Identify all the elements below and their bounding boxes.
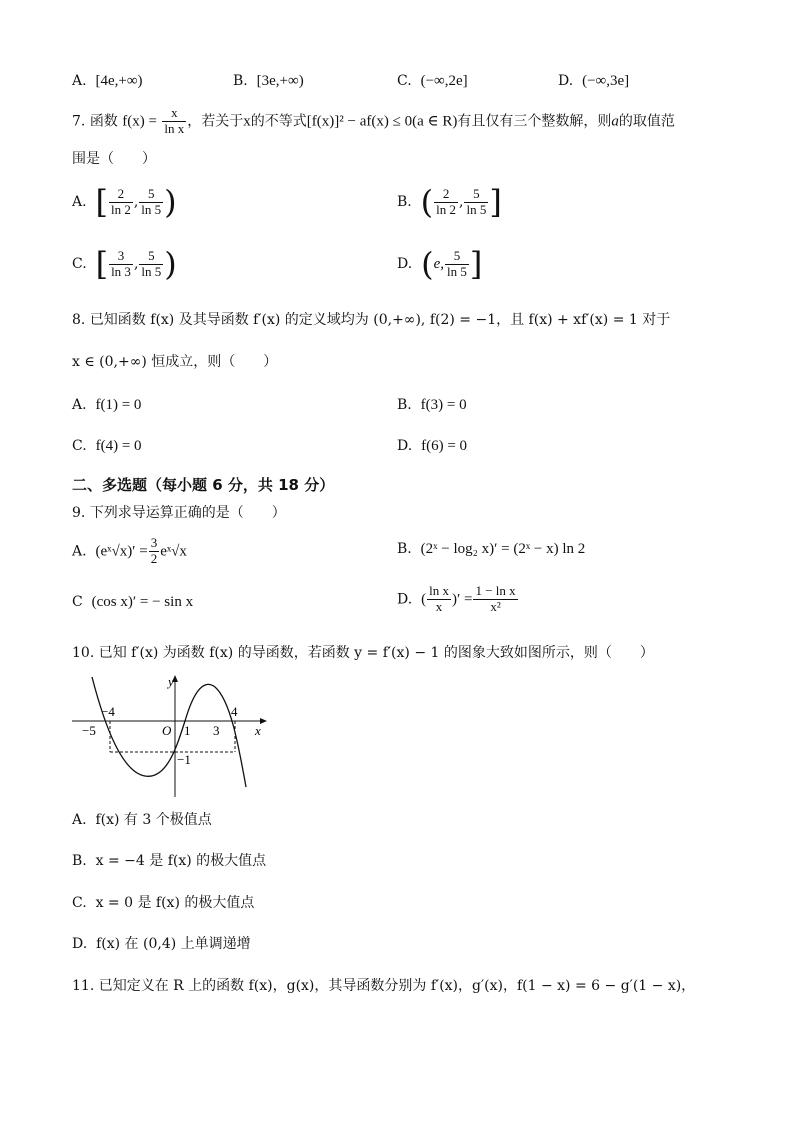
q6-option-b: B. [3e,+∞) xyxy=(233,73,304,89)
q7-stem-line2: 围是（ ） xyxy=(72,151,156,167)
q7-stem-line1: 7. 函数 f(x) = $\frac{x}{\text{ln x}}$ ，若关于x的不等式[f(x)]² − af(x) ≤ 0(a ∈ R)有且仅有三个整数解，则a的取值范 xyxy=(72,105,675,136)
label-4: 4 xyxy=(231,704,238,719)
q8-option-a: A. f(1) = 0 xyxy=(72,397,142,413)
q9-option-c: C (cos x)′ = − sin x xyxy=(72,594,194,610)
q10-stem: 10. 已知 f′(x) 为函数 f(x) 的导函数，若函数 y = f′(x) − 1 的图象大致如图所示，则（ ） xyxy=(72,645,654,661)
q8-option-b: B. f(3) = 0 xyxy=(397,397,467,413)
q7-option-b: B. ( $\frac{2}{\ln 2}$ , $\frac{5}{\ln 5}$ ] xyxy=(397,183,502,221)
q10-graph xyxy=(70,672,270,802)
q9-option-d: D. ( $\frac{\text{ln x}}{x}$ )′ = $\frac{\text{1 − ln x}}{\text{x²}}$ xyxy=(397,583,516,614)
q8-option-d: D. f(6) = 0 xyxy=(397,438,468,454)
q6-option-d-value: (−∞,3e] xyxy=(582,73,630,89)
q7-option-d: D. (e, $\frac{5}{\ln 5}$ ] xyxy=(397,245,483,283)
label-3: 3 xyxy=(213,723,220,738)
q6-option-b-value: [3e,+∞) xyxy=(256,73,304,89)
label-minus1: −1 xyxy=(177,752,191,767)
label-1: 1 xyxy=(184,723,191,738)
label-origin: O xyxy=(162,723,172,738)
q7-option-c: C. [ $\frac{3}{\ln 3}$ , $\frac{5}{\ln 5}$ ) xyxy=(72,245,177,283)
q10-option-c: C. x = 0 是 f(x) 的极大值点 xyxy=(72,895,255,911)
label-x: x xyxy=(255,723,261,738)
q6-option-a: A. [4e,+∞) xyxy=(72,73,143,89)
q6-option-a-value: [4e,+∞) xyxy=(95,73,143,89)
q10-option-b: B. x = −4 是 f(x) 的极大值点 xyxy=(72,853,267,869)
label-minus5: −5 xyxy=(82,723,96,738)
x-axis-arrow xyxy=(260,718,267,724)
q6-option-c: C. (−∞,2e] xyxy=(397,73,468,89)
q8-stem-line1: 8. 已知函数 f(x) 及其导函数 f′(x) 的定义域均为 (0,+∞), f(2) = −1，且 f(x) + xf′(x) = 1 对于 xyxy=(72,312,671,328)
label-minus4: −4 xyxy=(101,704,115,719)
q7-option-a: A. [ $\frac{2}{\ln 2}$ , $\frac{5}{\ln 5}$ ) xyxy=(72,183,177,221)
q6-option-d: D. (−∞,3e] xyxy=(558,73,630,89)
q10-option-a: A. f(x) 有 3 个极值点 xyxy=(72,812,212,828)
q11-stem: 11. 已知定义在 R 上的函数 f(x)，g(x)，其导函数分别为 f′(x)，g′(x)，f(1 − x) = 6 − g′(1 − x)， xyxy=(72,978,696,994)
section-heading-multiple-choice: 二、多选题（每小题 6 分，共 18 分） xyxy=(72,476,335,494)
q9-stem: 9. 下列求导运算正确的是（ ） xyxy=(72,505,286,521)
q9-option-b: B. (2ˣ − log₂ x)′ = (2ˣ − x) ln 2 xyxy=(397,541,586,557)
q10-option-d: D. f(x) 在 (0,4) 上单调递增 xyxy=(72,936,251,952)
label-y: y xyxy=(168,674,174,689)
q9-option-a: A. (eˣ√x)′ = $\frac{3}{2}$ eˣ√x xyxy=(72,535,187,566)
q6-option-c-value: (−∞,2e] xyxy=(420,73,468,89)
q7-fraction: $\frac{x}{\text{ln x}}$ xyxy=(164,105,185,136)
q8-option-c: C. f(4) = 0 xyxy=(72,438,142,454)
q8-stem-line2: x ∈ (0,+∞) 恒成立，则（ ） xyxy=(72,354,278,370)
